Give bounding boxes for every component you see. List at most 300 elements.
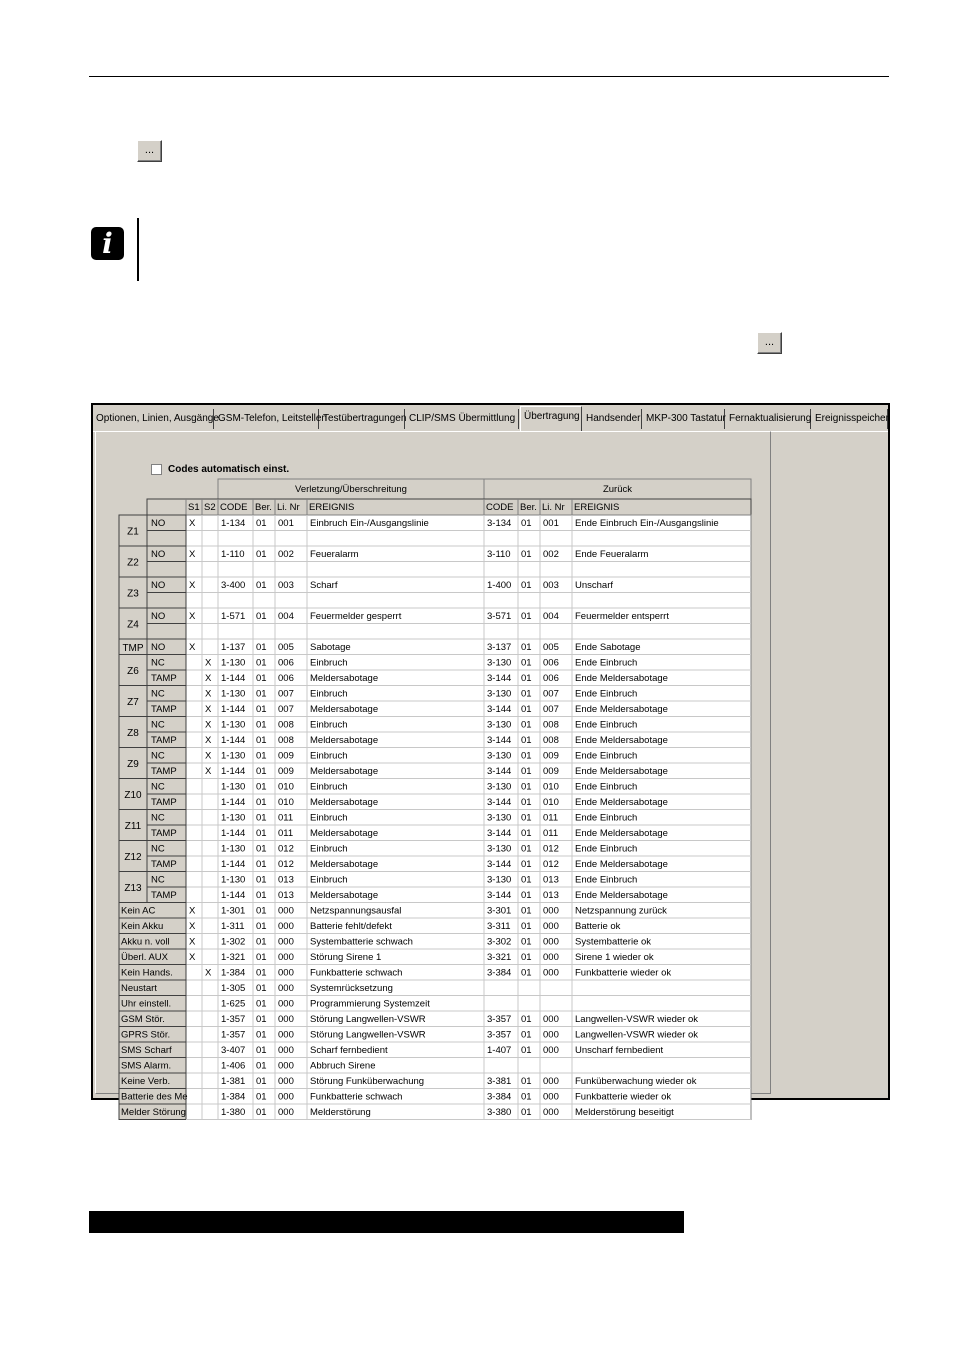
- cell-event: Scharf: [310, 580, 338, 591]
- cell-li: 000: [278, 983, 294, 994]
- cell-ber: 01: [256, 952, 267, 963]
- rcol-header-code: CODE: [486, 502, 514, 513]
- cell-code: 1-301: [221, 905, 246, 917]
- cell-ber: 01: [256, 1076, 267, 1087]
- cell-rcode: 3-134: [487, 518, 512, 529]
- system-label: Neustart: [121, 983, 157, 994]
- cell-revent: Ende Einbruch: [575, 843, 638, 855]
- col-header-s1: S1: [188, 502, 200, 513]
- cell-revent: Langwellen-VSWR wieder ok: [575, 1029, 699, 1041]
- cell-ber: 01: [256, 828, 267, 839]
- cell-rber: 01: [521, 549, 532, 560]
- cell-s1: X: [189, 518, 196, 529]
- cell-li: 000: [278, 1014, 294, 1025]
- cell-event: Einbruch: [310, 781, 348, 793]
- cell-li: 000: [278, 1029, 294, 1041]
- cell-event: Melderstörung: [310, 1107, 371, 1118]
- cell-rber: 01: [521, 936, 532, 948]
- cell-event: Feueralarm: [310, 549, 359, 560]
- col-header-s2: S2: [204, 502, 216, 513]
- cell-ber: 01: [256, 812, 267, 824]
- cell-code: 1-384: [221, 967, 246, 979]
- transmission-panel: [95, 431, 771, 1118]
- cell-rcode: 3-384: [487, 967, 512, 979]
- cell-rcode: 3-302: [487, 936, 512, 948]
- cell-rber: 01: [521, 874, 532, 886]
- col-header-code: CODE: [220, 502, 248, 513]
- cell-event: Feuermelder gesperrt: [310, 611, 402, 622]
- cell-ber: 01: [256, 890, 267, 901]
- cell-rber: 01: [521, 642, 532, 653]
- cell-revent: Netzspannung zurück: [575, 905, 667, 917]
- cell-code: 1-130: [221, 657, 246, 669]
- event-table: [96, 432, 770, 1118]
- cell-li: 000: [278, 998, 294, 1010]
- cell-code: 1-144: [221, 704, 246, 715]
- cell-rcode: 3-301: [487, 905, 512, 917]
- zone-type: TAMP: [151, 704, 177, 715]
- cell-code: 1-144: [221, 828, 246, 839]
- cell-rber: 01: [521, 828, 532, 839]
- cell-code: 1-357: [221, 1029, 246, 1041]
- cell-revent: Feuermelder entsperrt: [575, 611, 669, 622]
- cell-rcode: 3-130: [487, 750, 512, 762]
- cell-revent: Batterie ok: [575, 921, 621, 932]
- zone-type: NC: [151, 688, 165, 700]
- cell-code: 1-130: [221, 812, 246, 824]
- cell-code: 1-406: [221, 1060, 246, 1072]
- cell-rcode: 3-130: [487, 719, 512, 731]
- cell-li: 000: [278, 1076, 294, 1087]
- cell-event: Meldersabotage: [310, 704, 379, 715]
- cell-ber: 01: [256, 1091, 267, 1103]
- cell-ber: 01: [256, 843, 267, 855]
- system-label: GPRS Stör.: [121, 1029, 171, 1041]
- cell-code: 1-130: [221, 688, 246, 700]
- cell-event: Störung Sirene 1: [310, 952, 382, 963]
- type-cell: [147, 562, 186, 578]
- cell-ber: 01: [256, 1029, 267, 1041]
- col-header-ber: Ber.: [255, 502, 272, 513]
- cell-ber: 01: [256, 781, 267, 793]
- cell-rli: 009: [543, 750, 559, 762]
- tab-bar: [93, 405, 888, 432]
- cell-ber: 01: [256, 518, 267, 529]
- settings-window: [91, 403, 890, 1118]
- cell-rli: 000: [543, 952, 559, 963]
- cell-revent: Ende Meldersabotage: [575, 859, 668, 870]
- cell-rli: 002: [543, 549, 559, 560]
- cell-ber: 01: [256, 1107, 267, 1118]
- cell-ber: 01: [256, 642, 267, 653]
- cell-rli: 013: [543, 874, 559, 886]
- cell-ber: 01: [256, 580, 267, 591]
- cell-ber: 01: [256, 859, 267, 870]
- cell-code: 1-144: [221, 766, 246, 777]
- system-label: GSM Stör.: [121, 1014, 165, 1025]
- cell-revent: Sirene 1 wieder ok: [575, 952, 654, 963]
- cell-rcode: 3-144: [487, 828, 512, 839]
- zone-label: Z12: [124, 852, 142, 863]
- cell-rber: 01: [521, 735, 532, 746]
- cell-li: 000: [278, 952, 294, 963]
- cell-revent: Ende Meldersabotage: [575, 704, 668, 715]
- cell-rli: 000: [543, 921, 559, 932]
- cell-event: Einbruch: [310, 719, 348, 731]
- cell-li: 010: [278, 797, 294, 808]
- cell-code: 1-380: [221, 1107, 246, 1118]
- cell-s1: X: [189, 905, 196, 917]
- restore-header: Zurück: [602, 484, 633, 495]
- cell-rber: 01: [521, 657, 532, 669]
- cell-revent: Ende Meldersabotage: [575, 673, 668, 684]
- cell-event: Programmierung Systemzeit: [310, 998, 430, 1010]
- zone-label: Z3: [127, 588, 139, 600]
- cell-s1: X: [189, 921, 196, 932]
- cell-event: Scharf fernbedient: [310, 1045, 388, 1056]
- cell-code: 1-305: [221, 983, 246, 994]
- cell-code: 1-384: [221, 1091, 246, 1103]
- zone-type: TAMP: [151, 673, 177, 684]
- cell-rber: 01: [521, 781, 532, 793]
- zone-type: TAMP: [151, 828, 177, 839]
- tab-7[interactable]: MKP-300 Tastatur: [643, 409, 725, 429]
- cell-ber: 01: [256, 921, 267, 932]
- cell-li: 008: [278, 719, 294, 731]
- zone-type: NC: [151, 781, 165, 793]
- tab-3[interactable]: Testübertragungen: [320, 409, 405, 429]
- cell-rcode: 3-130: [487, 812, 512, 824]
- cell-event: Funkbatterie schwach: [310, 967, 403, 979]
- system-label: SMS Alarm.: [121, 1060, 172, 1072]
- note-divider: [137, 218, 139, 281]
- cell-code: 1-144: [221, 735, 246, 746]
- cell-event: Batterie fehlt/defekt: [310, 921, 392, 932]
- cell-ber: 01: [256, 1045, 267, 1056]
- cell-rcode: 3-144: [487, 859, 512, 870]
- cell-rcode: 3-357: [487, 1014, 512, 1025]
- cell-code: 1-144: [221, 859, 246, 870]
- cell-revent: Funkbatterie wieder ok: [575, 1091, 672, 1103]
- cell-rber: 01: [521, 1014, 532, 1025]
- cell-rber: 01: [521, 952, 532, 963]
- cell-rli: 000: [543, 1076, 559, 1087]
- cell-rber: 01: [521, 843, 532, 855]
- cell-ber: 01: [256, 719, 267, 731]
- cell-rli: 000: [543, 905, 559, 917]
- cell-rli: 011: [543, 828, 559, 839]
- ellipsis-button-2[interactable]: ...: [757, 332, 782, 354]
- cell-revent: Melderstörung beseitigt: [575, 1107, 674, 1118]
- tab-5[interactable]: Übertragung: [520, 406, 582, 431]
- cell-code: 1-130: [221, 750, 246, 762]
- cell-revent: Ende Einbruch: [575, 719, 638, 731]
- cell-rcode: 3-381: [487, 1076, 512, 1087]
- cell-rli: 005: [543, 642, 559, 653]
- violation-header: Verletzung/Überschreitung: [295, 484, 407, 495]
- cell-revent: Funküberwachung wieder ok: [575, 1076, 697, 1087]
- cell-rcode: 3-144: [487, 704, 512, 715]
- cell-code: 1-321: [221, 952, 246, 963]
- cell-revent: Ende Feueralarm: [575, 549, 649, 560]
- ellipsis-button[interactable]: ...: [137, 140, 162, 162]
- cell-li: 000: [278, 1045, 294, 1056]
- cell-revent: Ende Einbruch: [575, 874, 638, 886]
- cell-ber: 01: [256, 983, 267, 994]
- cell-rcode: 3-144: [487, 890, 512, 901]
- cell-rli: 000: [543, 936, 559, 948]
- cell-event: Einbruch: [310, 750, 348, 762]
- system-label: Batterie des Me: [121, 1091, 188, 1103]
- col-header-event: EREIGNIS: [309, 502, 355, 513]
- zone-type: NO: [151, 549, 166, 560]
- cell-li: 005: [278, 642, 294, 653]
- cell-code: 1-311: [221, 921, 245, 932]
- zone-type: NO: [151, 580, 166, 591]
- cell-li: 000: [278, 967, 294, 979]
- cell-revent: Ende Meldersabotage: [575, 766, 668, 777]
- cell-ber: 01: [256, 905, 267, 917]
- cell-ber: 01: [256, 611, 267, 622]
- cell-rber: 01: [521, 611, 532, 622]
- cell-rli: 000: [543, 1029, 559, 1041]
- cell-rber: 01: [521, 1029, 532, 1041]
- cell-s1: X: [189, 549, 196, 560]
- cell-rber: 01: [521, 673, 532, 684]
- zone-type: NC: [151, 657, 165, 669]
- cell-revent: Langwellen-VSWR wieder ok: [575, 1014, 699, 1025]
- cell-li: 012: [278, 843, 294, 855]
- cell-li: 000: [278, 936, 294, 948]
- cell-rcode: 3-130: [487, 843, 512, 855]
- cell-rli: 008: [543, 719, 559, 731]
- cell-rli: 000: [543, 967, 559, 979]
- cell-code: 1-130: [221, 781, 246, 793]
- cell-rber: 01: [521, 905, 532, 917]
- cell-rli: 012: [543, 859, 559, 870]
- cell-rber: 01: [521, 890, 532, 901]
- cell-li: 000: [278, 905, 294, 917]
- cell-rber: 01: [521, 1076, 532, 1087]
- cell-ber: 01: [256, 874, 267, 886]
- cell-li: 013: [278, 890, 294, 901]
- cell-li: 011: [278, 828, 294, 839]
- cell-code: 1-134: [221, 518, 246, 529]
- cell-s1: X: [189, 611, 196, 622]
- cell-rcode: 3-380: [487, 1107, 512, 1118]
- rcol-header-li: Li. Nr: [542, 502, 565, 513]
- cell-revent: Ende Meldersabotage: [575, 828, 668, 839]
- cell-s1: X: [189, 952, 196, 963]
- cell-ber: 01: [256, 1060, 267, 1072]
- type-cell: [147, 531, 186, 547]
- tab-1[interactable]: Optionen, Linien, Ausgänge: [93, 409, 214, 429]
- cell-revent: Ende Einbruch: [575, 781, 638, 793]
- info-icon: i: [91, 227, 124, 260]
- cell-ber: 01: [256, 657, 267, 669]
- col-header-li: Li. Nr: [277, 502, 300, 513]
- cell-code: 1-144: [221, 797, 246, 808]
- tab-8[interactable]: Fernaktualisierung: [726, 409, 811, 429]
- cell-li: 000: [278, 1107, 294, 1118]
- cell-rli: 000: [543, 1045, 559, 1056]
- cell-rcode: 3-144: [487, 766, 512, 777]
- cell-rber: 01: [521, 1091, 532, 1103]
- cell-li: 007: [278, 688, 294, 700]
- cell-event: Funkbatterie schwach: [310, 1091, 403, 1103]
- cell-s2: X: [205, 735, 212, 746]
- cell-rber: 01: [521, 719, 532, 731]
- cell-rli: 009: [543, 766, 559, 777]
- system-label: Kein AC: [121, 905, 156, 917]
- zone-type: TAMP: [151, 766, 177, 777]
- cell-rcode: 3-144: [487, 673, 512, 684]
- zone-label: Z6: [127, 666, 139, 677]
- cell-rli: 013: [543, 890, 559, 901]
- tab-4[interactable]: CLIP/SMS Übermittlung: [406, 409, 519, 429]
- system-label: Akku n. voll: [121, 936, 170, 948]
- cell-ber: 01: [256, 936, 267, 948]
- cell-rli: 004: [543, 611, 559, 622]
- cell-s2: X: [205, 967, 212, 979]
- cell-rli: 007: [543, 704, 559, 715]
- cell-event: Meldersabotage: [310, 828, 379, 839]
- cell-code: 1-130: [221, 843, 246, 855]
- system-label: Kein Hands.: [121, 967, 173, 979]
- cell-rcode: 3-571: [487, 611, 512, 622]
- cell-li: 001: [278, 518, 294, 529]
- cell-rber: 01: [521, 967, 532, 979]
- system-label: Melder Störung: [121, 1107, 186, 1118]
- cell-revent: Funkbatterie wieder ok: [575, 967, 672, 979]
- zone-type: NO: [151, 518, 166, 529]
- cell-ber: 01: [256, 766, 267, 777]
- cell-s2: X: [205, 688, 212, 700]
- cell-rli: 010: [543, 781, 559, 793]
- zone-label: Z4: [127, 619, 139, 631]
- header-rule: [89, 76, 889, 77]
- cell-event: Meldersabotage: [310, 797, 379, 808]
- rcol-header-ber: Ber.: [520, 502, 537, 513]
- zone-label: Z7: [127, 697, 139, 708]
- zone-label: Z11: [124, 821, 142, 832]
- cell-ber: 01: [256, 967, 267, 979]
- cell-rli: 006: [543, 673, 559, 684]
- cell-rber: 01: [521, 859, 532, 870]
- cell-rcode: 3-311: [487, 921, 511, 932]
- cell-event: Abbruch Sirene: [310, 1060, 376, 1072]
- system-label: Kein Akku: [121, 921, 164, 932]
- cell-rber: 01: [521, 812, 532, 824]
- system-label: Keine Verb.: [121, 1076, 171, 1087]
- checkbox-label: Codes automatisch einst.: [168, 464, 290, 475]
- cell-rber: 01: [521, 518, 532, 529]
- cell-rber: 01: [521, 750, 532, 762]
- cell-rcode: 3-321: [487, 952, 512, 963]
- cell-event: Systembatterie schwach: [310, 936, 413, 948]
- tab-9[interactable]: Ereignisspeicher: [812, 409, 888, 429]
- cell-event: Einbruch: [310, 843, 348, 855]
- cell-li: 000: [278, 1060, 294, 1072]
- cell-rli: 008: [543, 735, 559, 746]
- cell-li: 000: [278, 1091, 294, 1103]
- rcol-header-event: EREIGNIS: [574, 502, 620, 513]
- cell-event: Einbruch: [310, 688, 348, 700]
- cell-ber: 01: [256, 797, 267, 808]
- type-cell: [147, 624, 186, 640]
- cell-event: Störung Funküberwachung: [310, 1076, 425, 1087]
- tab-2[interactable]: GSM-Telefon, Leitstellen: [215, 409, 319, 429]
- cell-rcode: 3-130: [487, 874, 512, 886]
- cell-ber: 01: [256, 735, 267, 746]
- cell-event: Einbruch: [310, 657, 348, 669]
- cell-rcode: 3-130: [487, 657, 512, 669]
- cell-code: 1-130: [221, 719, 246, 731]
- cell-rcode: 3-137: [487, 642, 512, 653]
- cell-rber: 01: [521, 1107, 532, 1118]
- cell-li: 012: [278, 859, 294, 870]
- cell-rber: 01: [521, 688, 532, 700]
- cell-revent: Ende Sabotage: [575, 642, 641, 653]
- cell-ber: 01: [256, 998, 267, 1010]
- cell-rcode: 1-407: [487, 1045, 512, 1056]
- cell-code: 1-302: [221, 936, 246, 948]
- cell-event: Meldersabotage: [310, 859, 379, 870]
- cell-rcode: 1-400: [487, 580, 512, 591]
- cell-rcode: 3-144: [487, 735, 512, 746]
- cell-revent: Ende Meldersabotage: [575, 797, 668, 808]
- cell-event: Meldersabotage: [310, 735, 379, 746]
- type-cell: [147, 593, 186, 609]
- system-label: Uhr einstell.: [121, 998, 172, 1010]
- cell-ber: 01: [256, 704, 267, 715]
- cell-li: 003: [278, 580, 294, 591]
- footer-bar: [89, 1211, 684, 1233]
- cell-rcode: 3-130: [487, 688, 512, 700]
- cell-code: 1-144: [221, 890, 246, 901]
- cell-s2: X: [205, 704, 212, 715]
- cell-rber: 01: [521, 704, 532, 715]
- cell-ber: 01: [256, 673, 267, 684]
- cell-revent: Ende Einbruch Ein-/Ausgangslinie: [575, 518, 719, 529]
- system-label: Überl. AUX: [121, 952, 168, 963]
- cell-event: Netzspannungsausfal: [310, 905, 402, 917]
- cell-code: 1-571: [221, 611, 246, 622]
- cell-revent: Unscharf fernbedient: [575, 1045, 664, 1056]
- cell-s2: X: [205, 657, 212, 669]
- cell-revent: Ende Meldersabotage: [575, 890, 668, 901]
- cell-code: 1-130: [221, 874, 246, 886]
- cell-rber: 01: [521, 921, 532, 932]
- cell-rcode: 3-357: [487, 1029, 512, 1041]
- cell-revent: Unscharf: [575, 580, 614, 591]
- cell-li: 008: [278, 735, 294, 746]
- zone-type: NC: [151, 750, 165, 762]
- cell-event: Störung Langwellen-VSWR: [310, 1029, 426, 1041]
- cell-rcode: 3-130: [487, 781, 512, 793]
- tab-6[interactable]: Handsender: [583, 409, 642, 429]
- cell-event: Systemrücksetzung: [310, 983, 393, 994]
- cell-code: 3-407: [221, 1045, 246, 1056]
- cell-ber: 01: [256, 549, 267, 560]
- cell-code: 1-144: [221, 673, 246, 684]
- cell-li: 002: [278, 549, 294, 560]
- zone-label: Z8: [127, 728, 139, 739]
- cell-event: Störung Langwellen-VSWR: [310, 1014, 426, 1025]
- cell-event: Meldersabotage: [310, 890, 379, 901]
- cell-event: Sabotage: [310, 642, 351, 653]
- cell-revent: Ende Einbruch: [575, 750, 638, 762]
